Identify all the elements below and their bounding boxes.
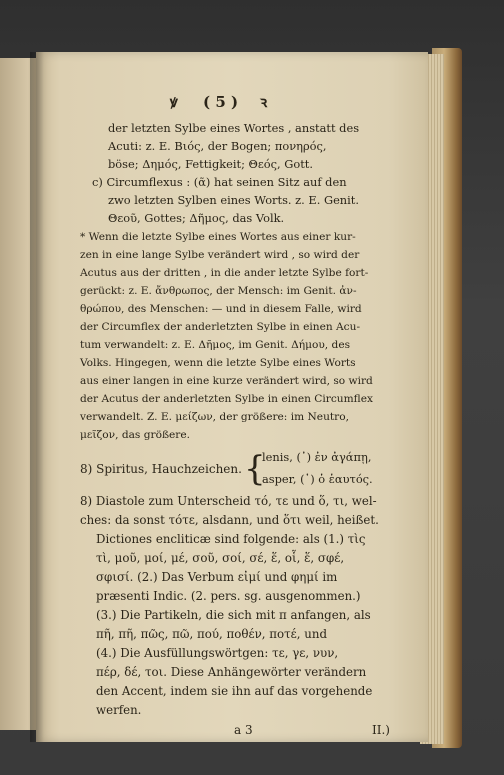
- footnote-line: der Acutus der anderletzten Sylbe in einen Circumflex: [80, 393, 373, 405]
- spine-shadow: [30, 52, 44, 742]
- text-line: præsenti Indic. (2. pers. sg. ausgenommen.): [96, 589, 361, 603]
- text-line: σφισί. (2.) Das Verbum εἰμί und φημί im: [96, 570, 338, 584]
- catchword: II.): [372, 723, 390, 737]
- footnote-line: Acutus aus der dritten , in die ander letzte Sylbe fort-: [80, 267, 369, 279]
- text-line: 8) Diastole zum Unterscheid τό, τε und ὅ, τι, wel-: [80, 494, 377, 508]
- text-line: Acuti: z. E. Βιός, der Bogen; πονηρός,: [108, 139, 327, 153]
- text-line: (3.) Die Partikeln, die sich mit π anfangen, als: [96, 608, 371, 622]
- signature-mark: a 3: [234, 723, 253, 737]
- footnote-line: tum verwandelt: z. E. Δῆμος, im Genit. Δήμου, des: [80, 339, 351, 351]
- text-line: böse; Δημός, Fettigkeit; Θεός, Gott.: [108, 157, 314, 171]
- footnote-line: * Wenn die letzte Sylbe eines Wortes aus einer kur-: [80, 231, 356, 243]
- text-line: πῆ, πῆ, πῶς, πῶ, πού, ποθέν, ποτέ, und: [96, 627, 328, 641]
- text-line: ches: da sonst τότε, alsdann, und ὅτι weil, heißet.: [80, 513, 379, 527]
- text-line: c) Circumflexus : (ᾶ) hat seinen Sitz auf den: [92, 175, 347, 189]
- text-line: zwo letzten Sylben eines Worts. z. E. Genit.: [108, 193, 359, 207]
- header-right-ornament: ꝛ: [260, 93, 268, 111]
- footnote-line: verwandelt. Z. E. μείζων, der größere: im Neutro,: [80, 411, 349, 423]
- page-number: ( 5 ): [203, 93, 239, 111]
- text-line: Θεοῦ, Gottes; Δῆμος, das Volk.: [108, 211, 285, 225]
- footnote-line: Volks. Hingegen, wenn die letzte Sylbe eines Worts: [80, 357, 356, 369]
- footnote-line: aus einer langen in eine kurze verändert wird, so wird: [80, 375, 373, 387]
- footnote-line: gerückt: z. E. ἄνθρωπος, der Mensch: im Genit. ἀν-: [80, 285, 357, 297]
- spiritus-lenis: lenis, (᾿) ἐν ἀγάπῃ,: [262, 450, 372, 464]
- text-line: τὶ, μοῦ, μοί, μέ, σοῦ, σοί, σέ, ἕ, οἷ, ἕ, σφέ,: [96, 551, 345, 565]
- footnote-line: der Circumflex der anderletzten Sylbe in einen Acu-: [80, 321, 361, 333]
- text-line: πέρ, δέ, τοι. Diese Anhängewörter verändern: [96, 665, 367, 679]
- spiritus-label: 8) Spiritus, Hauchzeichen.: [80, 462, 242, 476]
- header-left-ornament: ꝟ: [170, 93, 178, 111]
- text-line: der letzten Sylbe eines Wortes , anstatt des: [108, 121, 360, 135]
- text-line: werfen.: [96, 703, 142, 717]
- text-line: Dictiones encliticæ sind folgende: als (1.) τὶς: [96, 532, 366, 546]
- footnote-line: θρώπου, des Menschen: — und in diesem Falle, wird: [80, 303, 362, 315]
- text-line: den Accent, indem sie ihn auf das vorgehende: [96, 684, 373, 698]
- spiritus-asper: asper, (῾) ὁ ἑαυτός.: [262, 472, 373, 486]
- footnote-line: μεῖζον, das größere.: [80, 429, 190, 441]
- brace-icon: {: [244, 449, 266, 489]
- text-line: (4.) Die Ausfüllungswörtgen: τε, γε, νυν,: [96, 646, 339, 660]
- footnote-line: zen in eine lange Sylbe verändert wird , so wird der: [80, 249, 360, 261]
